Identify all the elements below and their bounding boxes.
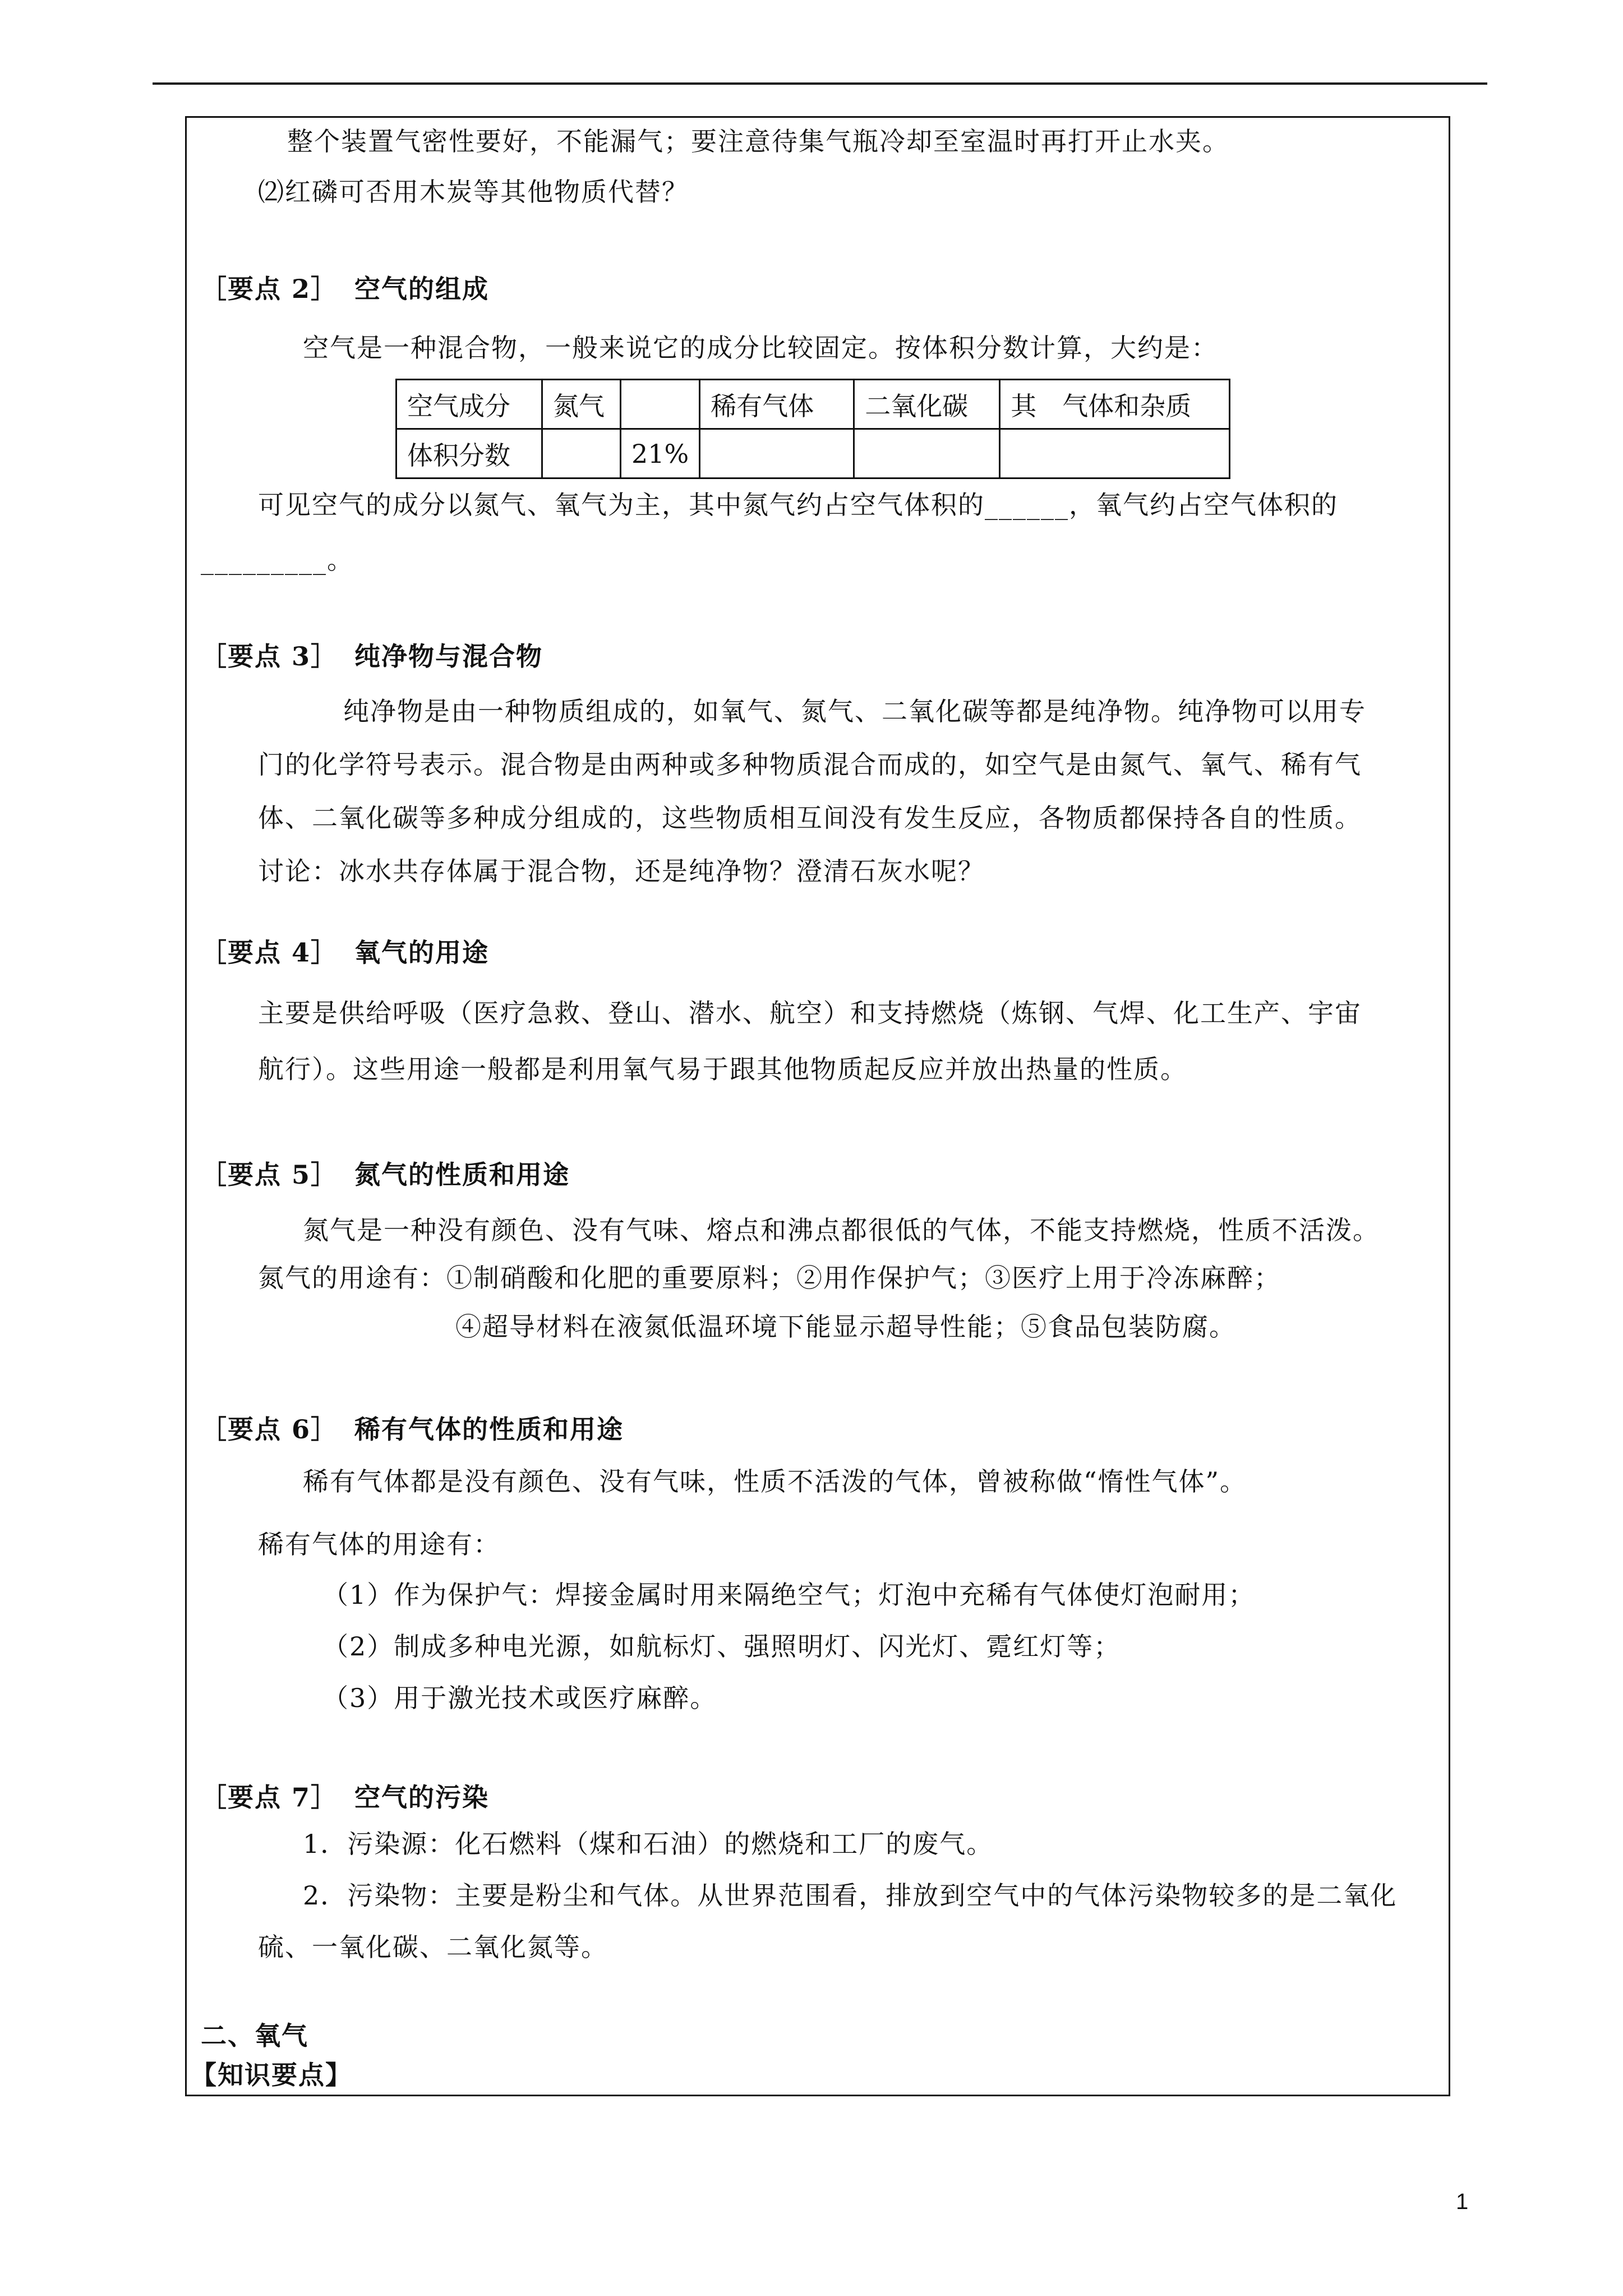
text-line: 纯净物是由一种物质组成的，如氧气、氮气、二氧化碳等都是纯净物。纯净物可以用专	[343, 696, 1366, 726]
section-tag: ［要点 4］	[201, 937, 338, 968]
section-heading: 二、氧气	[201, 2021, 308, 2051]
table-cell: 其 气体和杂质	[1000, 380, 1230, 429]
text-line: 整个装置气密性要好，不能漏气；要注意待集气瓶冷却至室温时再打开止水夹。	[287, 126, 1229, 157]
section-title: 空气的组成	[354, 274, 489, 304]
text-line: （3）用于激光技术或医疗麻醉。	[322, 1683, 717, 1713]
table-cell	[1000, 429, 1230, 478]
table-cell: 二氧化碳	[854, 380, 1000, 429]
text-line: （2）制成多种电光源，如航标灯、强照明灯、闪光灯、霓红灯等；	[322, 1631, 1121, 1662]
header-rule	[153, 82, 1487, 85]
text-line: 空气是一种混合物，一般来说它的成分比较固定。按体积分数计算，大约是：	[303, 333, 1218, 363]
text-line: 硫、一氧化碳、二氧化氮等。	[258, 1932, 608, 1962]
table-cell: 空气成分	[396, 380, 542, 429]
text-line: _________。	[201, 545, 354, 575]
table-cell: 体积分数	[396, 429, 542, 478]
text-line: 稀有气体的用途有：	[258, 1529, 500, 1559]
text-line: 氮气是一种没有颜色、没有气味、熔点和沸点都很低的气体，不能支持燃烧，性质不活泼。	[303, 1215, 1380, 1245]
text-line: 可见空气的成分以氮气、氧气为主，其中氮气约占空气体积的______，氧气约占空气体积的	[258, 490, 1338, 520]
table-row	[396, 429, 1230, 478]
section-title: 纯净物与混合物	[354, 641, 543, 671]
text-line: ④超导材料在液氮低温环境下能显示超导性能；⑤食品包装防腐。	[455, 1312, 1236, 1342]
table-cell: 21%	[621, 429, 700, 478]
text-line: 主要是供给呼吸（医疗急救、登山、潜水、航空）和支持燃烧（炼钢、气焊、化工生产、宇宙	[258, 998, 1362, 1028]
section-title: 氮气的性质和用途	[354, 1159, 570, 1190]
table-row	[396, 380, 1230, 429]
text-line: 氮气的用途有：①制硝酸和化肥的重要原料；②用作保护气；③医疗上用于冷冻麻醉；	[258, 1263, 1281, 1293]
page-number: 1	[1456, 2189, 1469, 2214]
table-cell	[700, 429, 854, 478]
section-tag: ［要点 3］	[201, 641, 338, 671]
text-line: 航行）。这些用途一般都是利用氧气易于跟其他物质起反应并放出热量的性质。	[258, 1054, 1187, 1084]
table-cell	[621, 380, 700, 429]
section-title: 空气的污染	[354, 1782, 489, 1812]
section-title: 稀有气体的性质和用途	[354, 1414, 624, 1444]
section-tag: ［要点 6］	[201, 1414, 338, 1444]
text-line: 稀有气体都是没有颜色、没有气味，性质不活泼的气体，曾被称做“惰性气体”。	[303, 1466, 1247, 1497]
section-title: 氧气的用途	[354, 937, 489, 968]
table-cell: 氮气	[542, 380, 621, 429]
text-line: 2．污染物：主要是粉尘和气体。从世界范围看，排放到空气中的气体污染物较多的是二氧化	[303, 1880, 1398, 1911]
text-line: 体、二氧化碳等多种成分组成的，这些物质相互间没有发生反应，各物质都保持各自的性质。	[258, 803, 1362, 833]
text-line: （1）作为保护气：焊接金属时用来隔绝空气；灯泡中充稀有气体使灯泡耐用；	[322, 1580, 1256, 1610]
section-tag: ［要点 2］	[201, 274, 338, 304]
knowledge-points-heading: 【知识要点】	[191, 2060, 352, 2090]
air-composition-table	[395, 379, 1230, 479]
text-line: 讨论：冰水共存体属于混合物，还是纯净物？澄清石灰水呢？	[258, 856, 985, 886]
table-cell	[854, 429, 1000, 478]
section-tag: ［要点 7］	[201, 1782, 338, 1812]
text-line: 1．污染源：化石燃料（煤和石油）的燃烧和工厂的废气。	[303, 1829, 994, 1859]
table-cell: 稀有气体	[700, 380, 854, 429]
text-line: ⑵红磷可否用木炭等其他物质代替？	[258, 177, 689, 207]
text-line: 门的化学符号表示。混合物是由两种或多种物质混合而成的，如空气是由氮气、氧气、稀有气	[258, 749, 1362, 780]
table-cell	[542, 429, 621, 478]
section-tag: ［要点 5］	[201, 1159, 338, 1190]
